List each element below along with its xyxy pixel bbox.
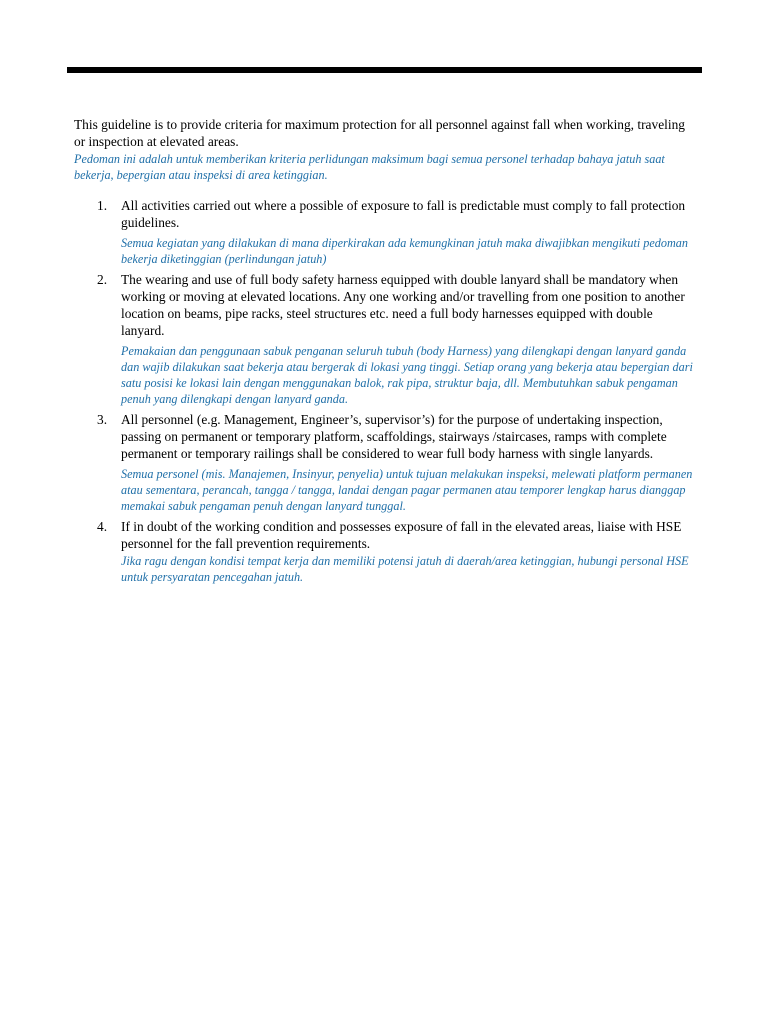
intro-indonesian: Pedoman ini adalah untuk memberikan kriteria perlidungan maksimum bagi semua personel terhadap bahaya jatuh saat bekerja, bepergian atau inspeksi di area ketinggian. [74, 152, 665, 182]
item-number: 2. [97, 272, 108, 287]
list-item [74, 518, 698, 585]
item-english: The wearing and use of full body safety harness equipped with double lanyard shall be mandatory when working or moving at elevated locations. Any one working and/or travelling from one position to another location on beams, pipe racks, steel structures etc. need a full body harnesses equipped with double lanyard. [121, 272, 685, 338]
guideline-list [74, 197, 698, 585]
item-number: 1. [97, 198, 108, 213]
list-item [74, 271, 698, 407]
intro-english: This guideline is to provide criteria for maximum protection for all personnel against fall when working, traveling or inspection at elevated areas. [74, 117, 685, 149]
item-indonesian: Pemakaian dan penggunaan sabuk penganan seluruh tubuh (body Harness) yang dilengkapi dengan lanyard ganda dan wajib dilakukan saat bekerja atau bergerak di lokasi yang tinggi. Setiap orang yang bekerja atau bepergian dari satu posisi ke lokasi lain dengan menggunakan balok, rak pipa, struktur baja, dll. Membutuhkan sabuk pengaman penuh yang dilengkapi dengan lanyard ganda. [121, 344, 693, 406]
header-rule [67, 67, 702, 73]
item-english: All activities carried out where a possible of exposure to fall is predictable must comply to fall protection guidelines. [121, 198, 686, 230]
item-indonesian: Jika ragu dengan kondisi tempat kerja dan memiliki potensi jatuh di daerah/area ketinggian, hubungi personal HSE untuk persyaratan pencegahan jatuh. [121, 554, 689, 584]
item-number: 3. [97, 412, 108, 427]
item-indonesian: Semua personel (mis. Manajemen, Insinyur, penyelia) untuk tujuan melakukan inspeksi, melewati platform permanen atau sementara, perancah, tangga / tangga, landai dengan pagar permanen atau temporer lengkap harus dianggap memakai sabuk pengaman penuh dengan lanyard tunggal. [121, 467, 693, 513]
item-english: All personnel (e.g. Management, Engineer’s, supervisor’s) for the purpose of undertaking inspection, passing on permanent or temporary platform, scaffoldings, stairways /staircases, ramps with complete permanent or temporary railings shall be considered to wear full body harness with single lanyards. [121, 412, 667, 461]
document-body [74, 116, 698, 589]
list-item [74, 411, 698, 514]
list-item [74, 197, 698, 267]
item-number: 4. [97, 519, 108, 534]
item-english: If in doubt of the working condition and possesses exposure of fall in the elevated areas, liaise with HSE personnel for the fall prevention requirements. [121, 519, 682, 551]
item-indonesian: Semua kegiatan yang dilakukan di mana diperkirakan ada kemungkinan jatuh maka diwajibkan mengikuti pedoman bekerja diketinggian (perlindungan jatuh) [121, 236, 688, 266]
